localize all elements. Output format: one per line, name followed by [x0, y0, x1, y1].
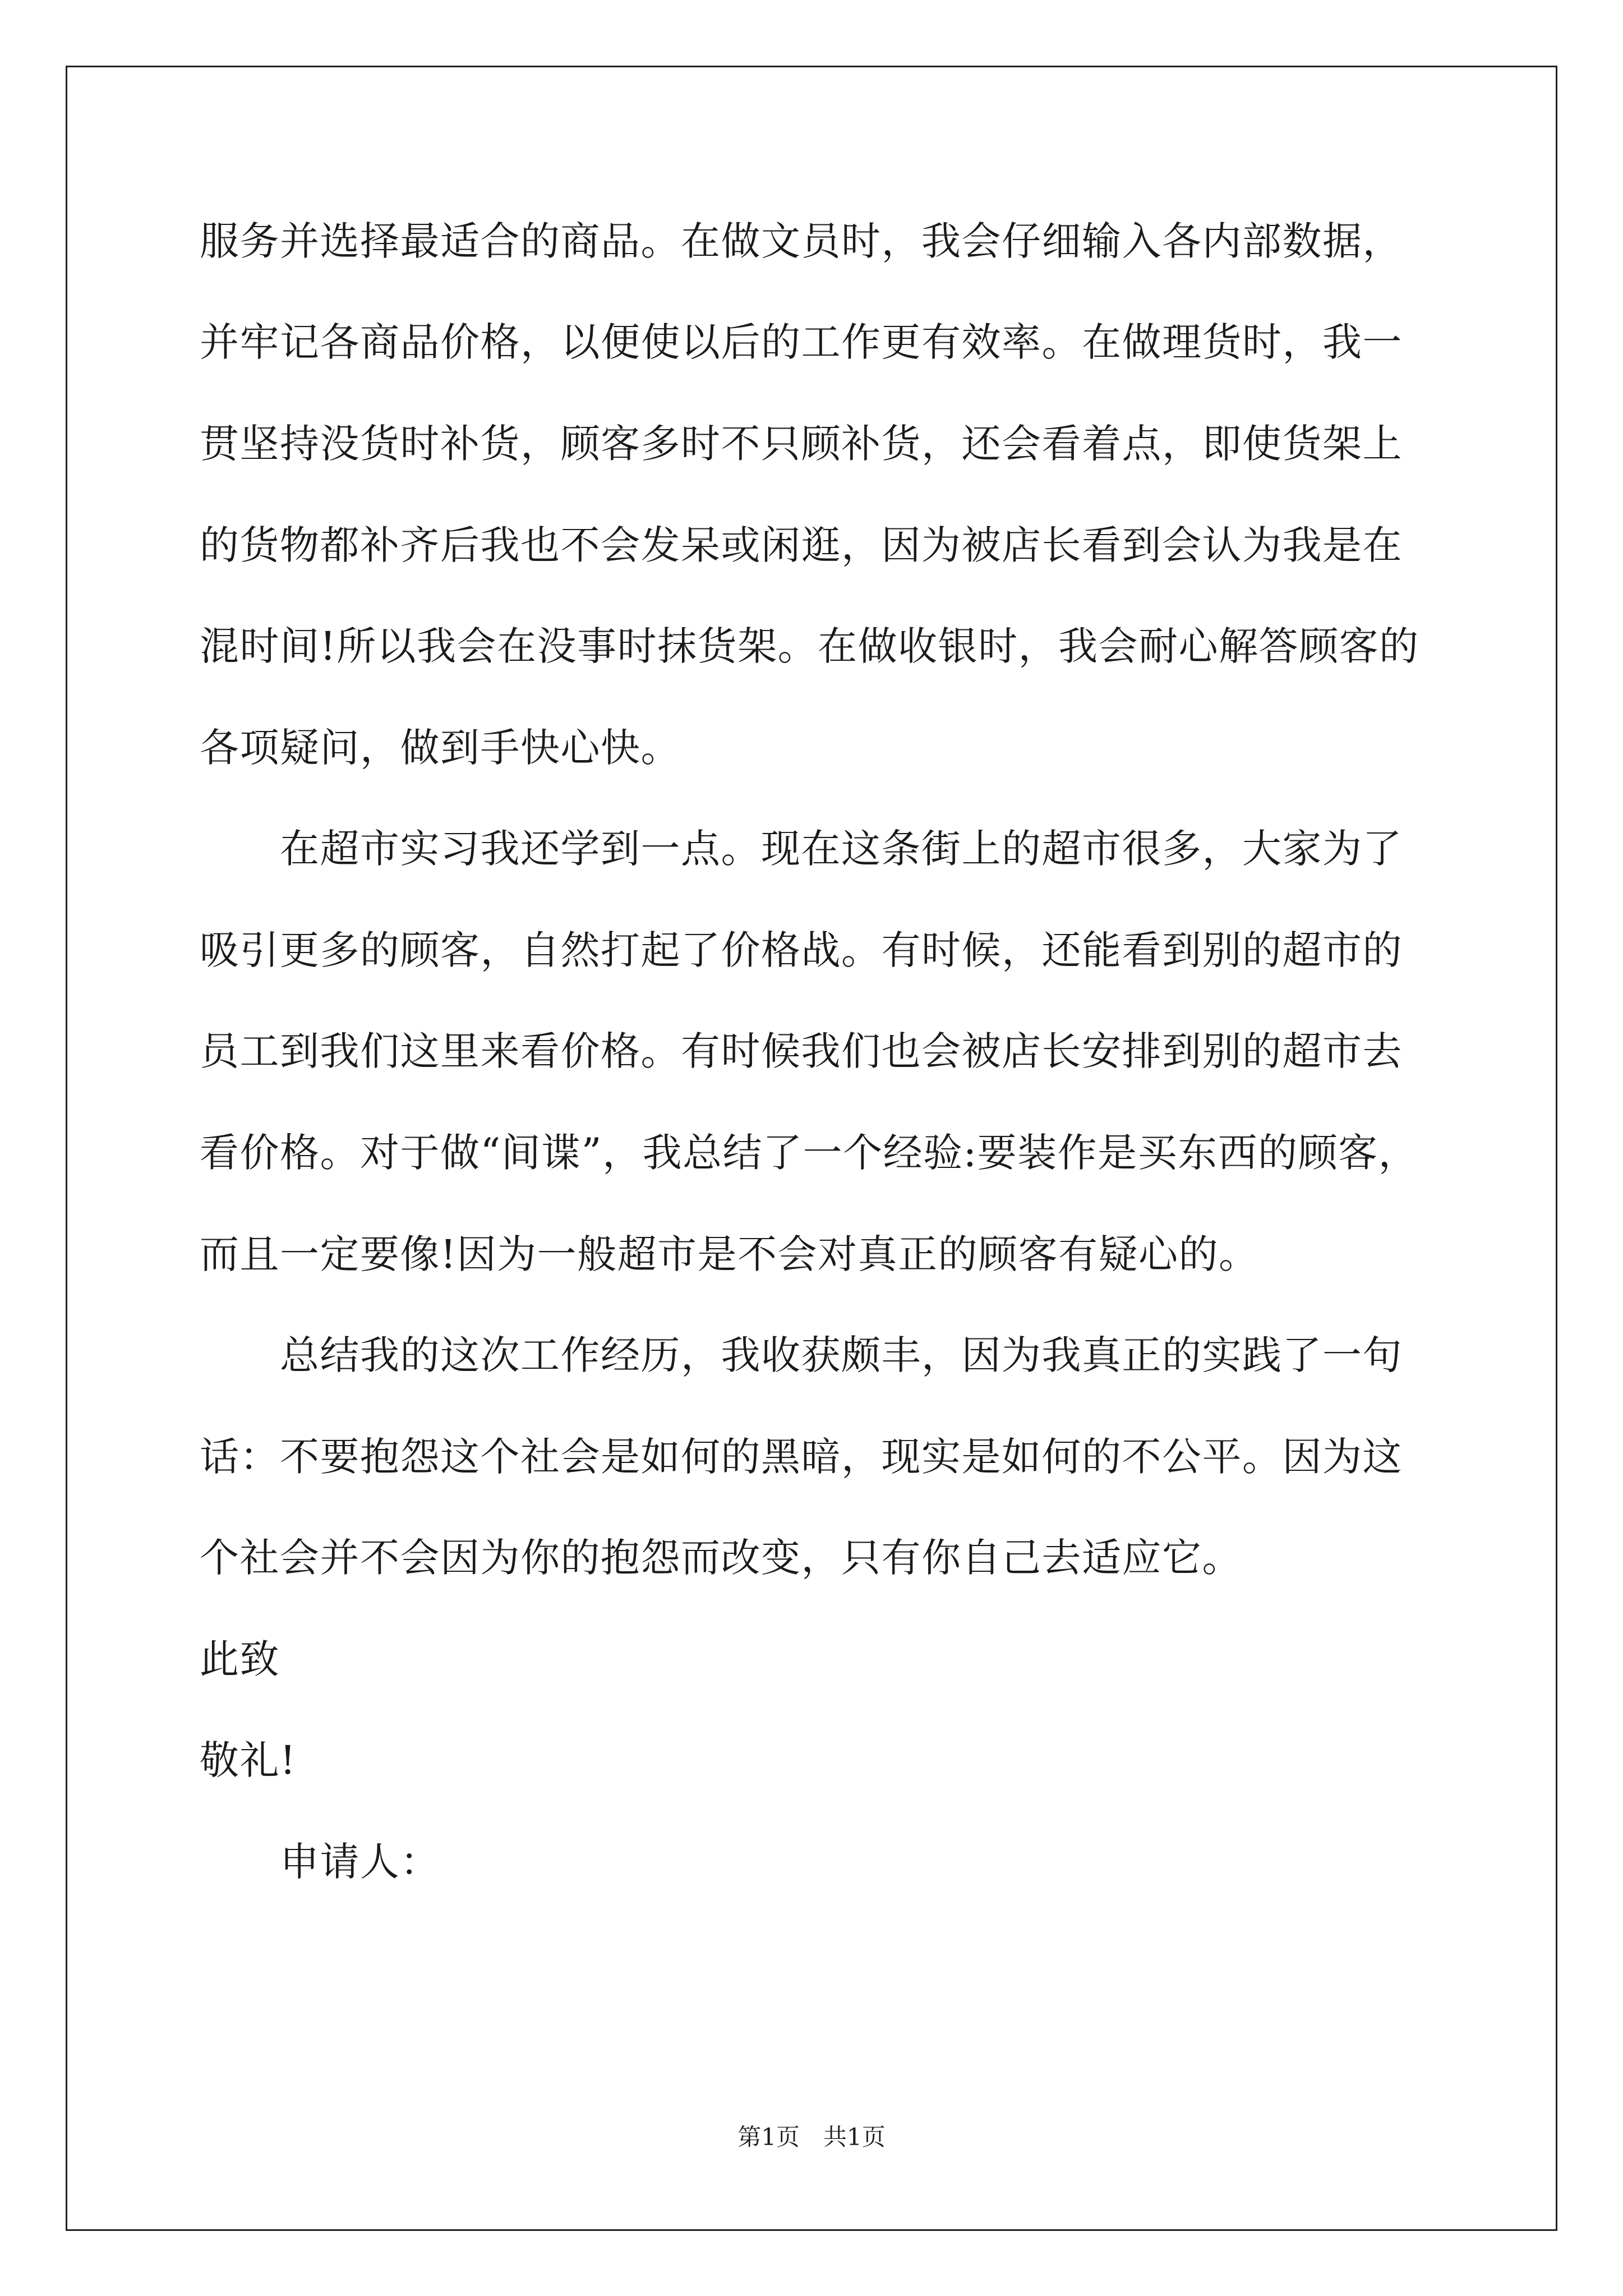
salutation-line: 敬礼! [200, 1737, 297, 1783]
text-line: 在超市实习我还学到一点。现在这条街上的超市很多，大家为了 [200, 826, 1403, 872]
text-line: 看价格。对于做“间谍”，我总结了一个经验:要装作是买东西的顾客， [200, 1130, 1419, 1176]
text-line: 员工到我们这里来看价格。有时候我们也会被店长安排到别的超市去 [200, 1028, 1403, 1074]
text-line: 个社会并不会因为你的抱怨而改变，只有你自己去适应它。 [200, 1535, 1242, 1581]
applicant-line: 申请人： [200, 1839, 440, 1885]
text-line: 而且一定要像!因为一般超市是不会对真正的顾客有疑心的。 [200, 1231, 1259, 1277]
text-line: 服务并选择最适合的商品。在做文员时，我会仔细输入各内部数据， [200, 218, 1403, 264]
text-line: 吸引更多的顾客，自然打起了价格战。有时候，还能看到别的超市的 [200, 927, 1403, 973]
page-footer: 第1页 共1页 [737, 2123, 886, 2151]
text-line: 的货物都补齐后我也不会发呆或闲逛，因为被店长看到会认为我是在 [200, 522, 1403, 568]
text-line: 总结我的这次工作经历，我收获颇丰，因为我真正的实践了一句 [200, 1332, 1403, 1378]
text-line: 混时间!所以我会在没事时抹货架。在做收银时，我会耐心解答顾客的 [200, 623, 1419, 669]
text-line: 贯坚持没货时补货，顾客多时不只顾补货，还会看着点，即使货架上 [200, 421, 1403, 467]
text-line: 话：不要抱怨这个社会是如何的黑暗，现实是如何的不公平。因为这 [200, 1434, 1403, 1480]
text-line: 并牢记各商品价格，以便使以后的工作更有效率。在做理货时，我一 [200, 319, 1403, 365]
text-line: 各项疑问，做到手快心快。 [200, 725, 681, 771]
closing-line: 此致 [200, 1636, 280, 1682]
